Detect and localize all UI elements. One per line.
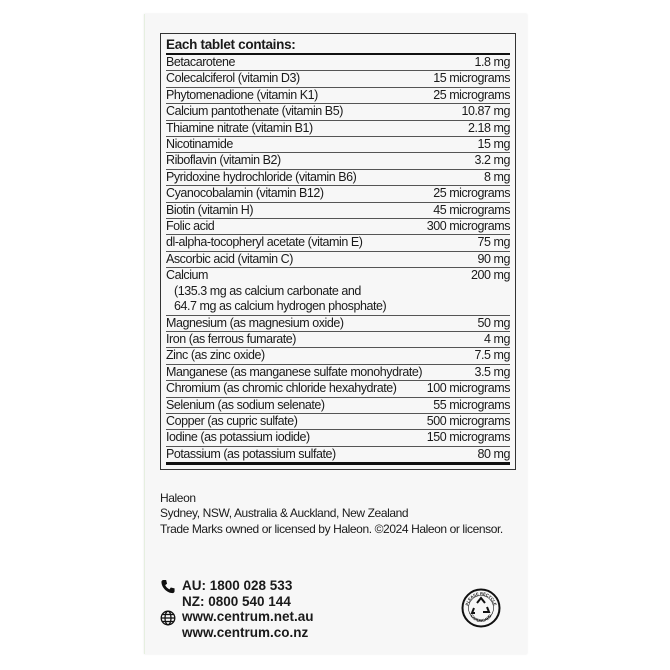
ingredient-name <box>166 316 344 331</box>
ingredient-amount: 75 mg <box>477 235 510 250</box>
ingredient-amount: 3.5 mg <box>474 364 510 379</box>
ingredient-label: Betacarotene <box>166 55 235 69</box>
ingredient-label: Magnesium (as magnesium oxide) <box>166 315 344 330</box>
ingredient-amount: 25 micrograms <box>433 87 510 102</box>
ingredient-amount: 15 micrograms <box>433 71 510 86</box>
table-row <box>166 430 510 446</box>
website-nz[interactable]: www.centrum.co.nz <box>182 624 309 640</box>
ingredient-amount: 50 mg <box>477 315 510 330</box>
ingredient-name <box>166 121 313 136</box>
ingredient-label: Zinc (as zinc oxide) <box>166 348 265 363</box>
ingredient-name <box>166 381 397 396</box>
ingredient-name <box>166 447 336 462</box>
ingredient-amount: 80 mg <box>477 446 510 461</box>
contact-info <box>160 578 314 640</box>
company-info <box>160 491 503 537</box>
ingredient-amount: 500 micrograms <box>426 413 510 428</box>
globe-icon <box>160 610 176 626</box>
ingredient-name <box>166 137 233 152</box>
ingredient-name <box>166 170 356 185</box>
table-row <box>166 414 510 430</box>
ingredient-label: dl-alpha-tocopheryl acetate (vitamin E) <box>166 235 363 250</box>
ingredient-name <box>166 430 310 445</box>
ingredient-name <box>166 268 386 314</box>
ingredient-amount: 100 micrograms <box>426 381 510 396</box>
phone-nz: NZ: 0800 540 144 <box>182 593 291 609</box>
ingredient-label: Iodine (as potassium iodide) <box>166 430 310 445</box>
ingredient-name <box>166 348 265 363</box>
table-row <box>166 71 510 87</box>
table-row <box>166 252 510 268</box>
ingredient-amount: 4 mg <box>484 331 510 346</box>
ingredient-label: Thiamine nitrate (vitamin B1) <box>166 120 313 135</box>
table-row <box>166 55 510 71</box>
ingredients-table <box>160 33 516 470</box>
ingredient-name <box>166 235 362 250</box>
ingredient-label: Manganese (as manganese sulfate monohydrate) <box>166 364 423 379</box>
ingredient-label: Cyanocobalamin (vitamin B12) <box>166 186 324 201</box>
trademark-notice: Trade Marks owned or licensed by Haleon. ©2024 Haleon or licensor. <box>160 521 503 536</box>
table-row <box>166 268 510 315</box>
ingredient-detail: 64.7 mg as calcium hydrogen phosphate) <box>174 299 387 314</box>
company-name: Haleon <box>160 491 196 505</box>
ingredient-name <box>166 414 297 429</box>
ingredient-name <box>166 203 253 218</box>
ingredient-label: Calcium pantothenate (vitamin B5) <box>166 104 343 119</box>
ingredient-label: Ascorbic acid (vitamin C) <box>166 251 293 266</box>
table-row <box>166 398 510 414</box>
ingredient-amount: 7.5 mg <box>474 348 510 363</box>
ingredient-name <box>166 104 343 119</box>
table-row <box>166 332 510 348</box>
ingredient-label: Colecalciferol (vitamin D3) <box>166 71 300 86</box>
ingredient-amount: 200 mg <box>471 268 510 283</box>
ingredient-label: Copper (as cupric sulfate) <box>166 413 298 428</box>
svg-text:CARDBOARD: CARDBOARD <box>469 613 493 624</box>
phone-au: AU: 1800 028 533 <box>182 578 293 593</box>
table-row <box>166 235 510 251</box>
table-row <box>166 88 510 104</box>
ingredient-name <box>166 55 235 70</box>
table-row <box>166 121 510 137</box>
ingredient-label: Phytomenadione (vitamin K1) <box>166 87 318 102</box>
table-row <box>166 137 510 153</box>
table-row <box>166 316 510 332</box>
table-row <box>166 104 510 120</box>
ingredient-label: Pyridoxine hydrochloride (vitamin B6) <box>166 169 357 184</box>
recycle-cardboard-icon <box>461 588 501 628</box>
table-row <box>166 381 510 397</box>
ingredient-name <box>166 332 296 347</box>
ingredient-amount: 1.8 mg <box>474 55 510 69</box>
table-row <box>166 153 510 169</box>
company-location: Sydney, NSW, Australia & Auckland, New Zealand <box>160 506 409 521</box>
ingredient-label: Chromium (as chromic chloride hexahydrate) <box>166 381 397 396</box>
phone-icon <box>160 579 176 594</box>
svg-text:PLEASE RECYCLE: PLEASE RECYCLE <box>464 590 498 607</box>
ingredient-label: Iron (as ferrous fumarate) <box>166 331 297 346</box>
ingredient-amount: 2.18 mg <box>467 120 510 135</box>
ingredient-name <box>166 398 325 413</box>
table-row <box>166 365 510 381</box>
table-row <box>166 186 510 202</box>
website-au[interactable]: www.centrum.net.au <box>182 609 314 624</box>
ingredient-name <box>166 186 324 201</box>
ingredient-label: Selenium (as sodium selenate) <box>166 397 325 412</box>
ingredient-amount: 3.2 mg <box>474 153 510 168</box>
table-row <box>166 219 510 235</box>
ingredient-detail: (135.3 mg as calcium carbonate and <box>174 283 361 298</box>
table-row <box>166 170 510 186</box>
ingredient-name <box>166 365 422 380</box>
ingredient-name <box>166 219 214 234</box>
ingredient-label: Biotin (vitamin H) <box>166 202 254 217</box>
ingredient-label: Nicotinamide <box>166 137 233 152</box>
ingredient-amount: 8 mg <box>484 169 510 184</box>
table-title: Each tablet contains: <box>166 37 510 55</box>
ingredient-amount: 300 micrograms <box>426 219 510 234</box>
ingredient-label: Potassium (as potassium sulfate) <box>166 446 336 461</box>
ingredient-amount: 15 mg <box>477 137 510 152</box>
table-row <box>166 203 510 219</box>
ingredient-name <box>166 71 300 86</box>
table-row <box>166 348 510 364</box>
ingredient-label: Folic acid <box>166 219 215 234</box>
ingredient-amount: 150 micrograms <box>426 430 510 445</box>
ingredient-amount: 45 micrograms <box>433 202 510 217</box>
ingredient-name <box>166 153 281 168</box>
ingredient-amount: 90 mg <box>477 251 510 266</box>
ingredient-amount: 55 micrograms <box>433 397 510 412</box>
ingredient-amount: 10.87 mg <box>461 104 510 119</box>
ingredient-name <box>166 252 293 267</box>
ingredient-amount: 25 micrograms <box>433 186 510 201</box>
table-row <box>166 447 510 465</box>
ingredient-label: Riboflavin (vitamin B2) <box>166 153 281 168</box>
ingredient-name <box>166 88 318 103</box>
ingredient-label: Calcium <box>166 268 208 283</box>
